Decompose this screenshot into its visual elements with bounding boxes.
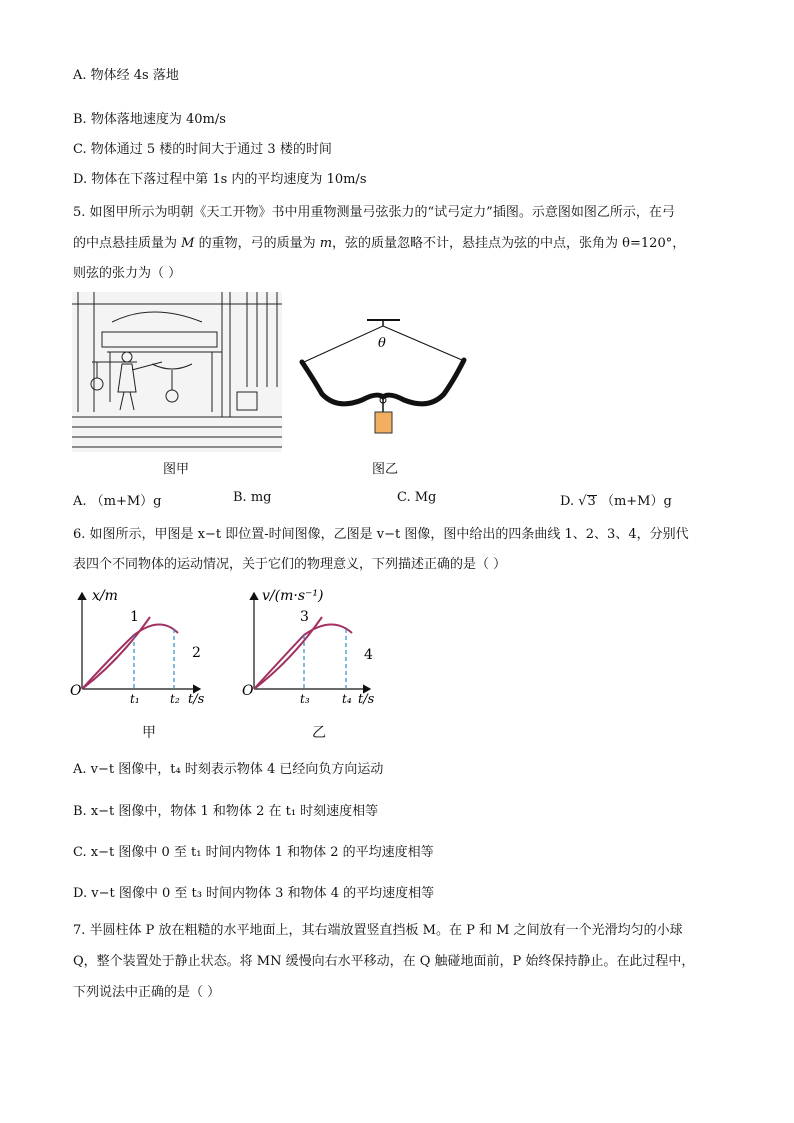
curve-1-label: 1 <box>130 609 139 625</box>
t1-label: t₁ <box>130 692 140 706</box>
q6-option-d: D. v−t 图像中 0 至 t₃ 时间内物体 3 和物体 4 的平均速度相等 <box>73 886 435 901</box>
curve-3-label: 3 <box>300 609 309 625</box>
q5-option-c: C. Mg <box>397 490 437 505</box>
q7-stem-line1: 7. 半圆柱体 P 放在粗糙的水平地面上，其右端放置竖直挡板 M。在 P 和 M 之间放有一个光滑均匀的小球 <box>73 923 683 938</box>
t3-label: t₃ <box>300 692 310 706</box>
q7-stem-line3: 下列说法中正确的是（ ） <box>73 985 221 1000</box>
t4-label: t₄ <box>342 692 352 706</box>
x-axis-label: t/s <box>358 692 375 707</box>
bow-schematic <box>292 312 472 442</box>
figure-yi-caption: 图乙 <box>372 462 399 477</box>
q5-option-a: A. （m+M）g <box>73 494 162 509</box>
origin-label: O <box>242 683 254 699</box>
x-axis-label: t/s <box>188 692 205 707</box>
figure-jia-caption: 图甲 <box>163 462 190 477</box>
q6-stem-line2: 表四个不同物体的运动情况，关于它们的物理意义，下列描述正确的是（ ） <box>73 557 507 572</box>
q5-option-d: D. √3 （m+M）g <box>560 494 672 509</box>
q6-option-c: C. x−t 图像中 0 至 t₁ 时间内物体 1 和物体 2 的平均速度相等 <box>73 845 434 860</box>
vt-graph <box>242 585 392 710</box>
curve-2 <box>82 624 178 689</box>
q6-option-a: A. v−t 图像中，t₄ 时刻表示物体 4 已经向负方向运动 <box>73 762 384 777</box>
q4-option-a: A. 物体经 4s 落地 <box>73 68 179 83</box>
y-axis-label: v/(m·s⁻¹) <box>262 588 324 604</box>
y-axis-label: x/m <box>92 588 118 604</box>
q5-stem-line3: 则弦的张力为（ ） <box>73 266 182 281</box>
hanging-weight <box>375 412 392 433</box>
q6-stem-line1: 6. 如图所示，甲图是 x−t 即位置-时间图像，乙图是 v−t 图像，图中给出的四条曲线 1、2、3、4，分别代 <box>73 527 689 542</box>
t2-label: t₂ <box>170 692 180 706</box>
graph-jia-caption: 甲 <box>142 725 156 741</box>
curve-4 <box>254 624 352 689</box>
q5-stem-line1: 5. 如图甲所示为明朝《天工开物》书中用重物测量弓弦张力的“试弓定力”插图。示意图如图乙所示，在弓 <box>73 205 675 220</box>
curve-2-label: 2 <box>192 645 201 661</box>
q5-option-b: B. mg <box>233 490 272 505</box>
origin-label: O <box>70 683 82 699</box>
curve-4-label: 4 <box>364 647 373 663</box>
q4-option-d: D. 物体在下落过程中第 1s 内的平均速度为 10m/s <box>73 172 367 187</box>
q4-option-c: C. 物体通过 5 楼的时间大于通过 3 楼的时间 <box>73 142 332 157</box>
q7-stem-line2: Q，整个装置处于静止状态。将 MN 缓慢向右水平移动，在 Q 触碰地面前，P 始终保持静止。在此过程中， <box>73 954 695 969</box>
q6-option-b: B. x−t 图像中，物体 1 和物体 2 在 t₁ 时刻速度相等 <box>73 804 379 819</box>
q5-stem-line2: 的中点悬挂质量为 M 的重物，弓的质量为 m，弦的质量忽略不计，悬挂点为弦的中点，张角为 θ=120°， <box>73 236 686 251</box>
angle-theta-label: θ <box>378 336 386 351</box>
q4-option-b: B. 物体落地速度为 40m/s <box>73 112 226 127</box>
xt-graph <box>70 585 220 710</box>
graph-yi-caption: 乙 <box>312 725 326 741</box>
woodcut-illustration <box>72 292 282 452</box>
